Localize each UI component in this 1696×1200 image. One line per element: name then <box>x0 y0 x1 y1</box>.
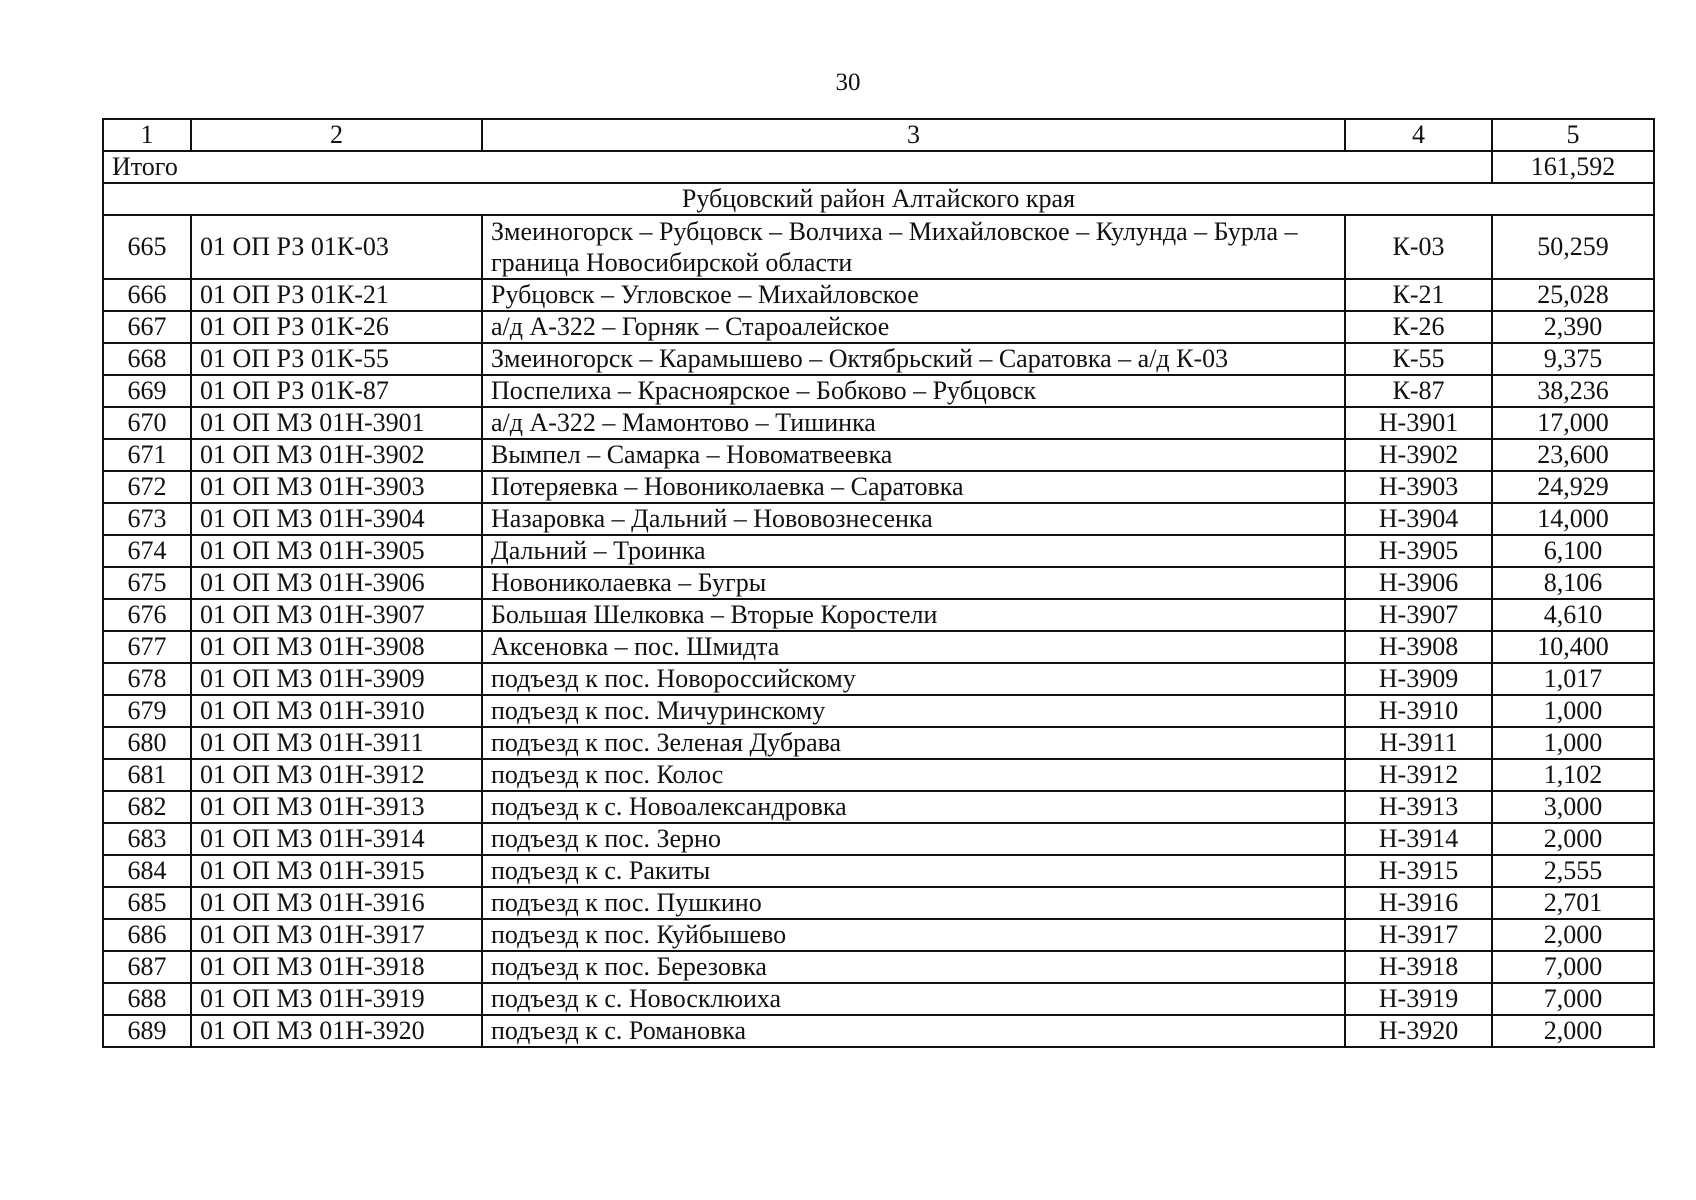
row-number: 673 <box>103 503 191 535</box>
table-row <box>103 695 1654 727</box>
row-number: 669 <box>103 375 191 407</box>
road-length: 7,000 <box>1492 951 1654 983</box>
road-description: подъезд к пос. Мичуринскому <box>482 695 1345 727</box>
road-length: 9,375 <box>1492 343 1654 375</box>
row-number: 685 <box>103 887 191 919</box>
road-length: 23,600 <box>1492 439 1654 471</box>
road-index: Н-3916 <box>1345 887 1492 919</box>
row-number: 674 <box>103 535 191 567</box>
road-code: 01 ОП РЗ 01К-03 <box>191 215 482 279</box>
row-number: 678 <box>103 663 191 695</box>
road-index: К-26 <box>1345 311 1492 343</box>
row-number: 666 <box>103 279 191 311</box>
road-description: Змеиногорск – Рубцовск – Волчиха – Михайловское – Кулунда – Бурла – граница Новосибирской области <box>482 215 1345 279</box>
row-number: 675 <box>103 567 191 599</box>
road-length: 17,000 <box>1492 407 1654 439</box>
road-index: Н-3912 <box>1345 759 1492 791</box>
table-row <box>103 215 1654 279</box>
road-length: 4,610 <box>1492 599 1654 631</box>
row-number: 688 <box>103 983 191 1015</box>
row-number: 687 <box>103 951 191 983</box>
table-row <box>103 503 1654 535</box>
road-code: 01 ОП МЗ 01Н-3912 <box>191 759 482 791</box>
table-row <box>103 791 1654 823</box>
road-description: подъезд к пос. Куйбышево <box>482 919 1345 951</box>
road-index: Н-3901 <box>1345 407 1492 439</box>
section-row <box>103 183 1654 215</box>
road-code: 01 ОП МЗ 01Н-3902 <box>191 439 482 471</box>
road-description: подъезд к пос. Колос <box>482 759 1345 791</box>
road-code: 01 ОП МЗ 01Н-3910 <box>191 695 482 727</box>
road-length: 14,000 <box>1492 503 1654 535</box>
row-number: 683 <box>103 823 191 855</box>
roads-table <box>102 118 1655 1048</box>
column-header-1: 1 <box>103 119 191 151</box>
road-code: 01 ОП РЗ 01К-55 <box>191 343 482 375</box>
road-description: подъезд к пос. Новороссийскому <box>482 663 1345 695</box>
road-index: Н-3905 <box>1345 535 1492 567</box>
road-code: 01 ОП МЗ 01Н-3907 <box>191 599 482 631</box>
road-code: 01 ОП МЗ 01Н-3913 <box>191 791 482 823</box>
road-index: Н-3907 <box>1345 599 1492 631</box>
table-row <box>103 663 1654 695</box>
road-length: 2,000 <box>1492 823 1654 855</box>
table-row <box>103 471 1654 503</box>
road-description: Дальний – Троинка <box>482 535 1345 567</box>
road-description: подъезд к с. Романовка <box>482 1015 1345 1047</box>
road-description: подъезд к пос. Пушкино <box>482 887 1345 919</box>
total-row <box>103 151 1654 183</box>
row-number: 680 <box>103 727 191 759</box>
road-length: 38,236 <box>1492 375 1654 407</box>
road-code: 01 ОП МЗ 01Н-3905 <box>191 535 482 567</box>
road-description: подъезд к с. Ракиты <box>482 855 1345 887</box>
road-description: Аксеновка – пос. Шмидта <box>482 631 1345 663</box>
road-code: 01 ОП МЗ 01Н-3917 <box>191 919 482 951</box>
road-length: 2,555 <box>1492 855 1654 887</box>
road-index: Н-3917 <box>1345 919 1492 951</box>
road-length: 24,929 <box>1492 471 1654 503</box>
road-code: 01 ОП МЗ 01Н-3908 <box>191 631 482 663</box>
road-index: Н-3918 <box>1345 951 1492 983</box>
road-description: Потеряевка – Новониколаевка – Саратовка <box>482 471 1345 503</box>
row-number: 682 <box>103 791 191 823</box>
road-index: Н-3908 <box>1345 631 1492 663</box>
table-row <box>103 375 1654 407</box>
road-code: 01 ОП МЗ 01Н-3915 <box>191 855 482 887</box>
row-number: 677 <box>103 631 191 663</box>
road-index: К-87 <box>1345 375 1492 407</box>
table-row <box>103 599 1654 631</box>
table-row <box>103 279 1654 311</box>
table-row <box>103 887 1654 919</box>
road-code: 01 ОП МЗ 01Н-3911 <box>191 727 482 759</box>
total-value: 161,592 <box>1492 151 1654 183</box>
road-code: 01 ОП РЗ 01К-21 <box>191 279 482 311</box>
road-index: Н-3909 <box>1345 663 1492 695</box>
road-description: Назаровка – Дальний – Нововознесенка <box>482 503 1345 535</box>
row-number: 684 <box>103 855 191 887</box>
road-length: 8,106 <box>1492 567 1654 599</box>
road-index: Н-3920 <box>1345 1015 1492 1047</box>
road-description: Новониколаевка – Бугры <box>482 567 1345 599</box>
column-header-5: 5 <box>1492 119 1654 151</box>
road-description: подъезд к пос. Зеленая Дубрава <box>482 727 1345 759</box>
road-code: 01 ОП МЗ 01Н-3918 <box>191 951 482 983</box>
road-code: 01 ОП РЗ 01К-26 <box>191 311 482 343</box>
road-description: подъезд к с. Новосклюиха <box>482 983 1345 1015</box>
road-length: 7,000 <box>1492 983 1654 1015</box>
table-row <box>103 919 1654 951</box>
road-code: 01 ОП МЗ 01Н-3916 <box>191 887 482 919</box>
road-length: 25,028 <box>1492 279 1654 311</box>
table-row <box>103 983 1654 1015</box>
road-description: Большая Шелковка – Вторые Коростели <box>482 599 1345 631</box>
column-header-2: 2 <box>191 119 482 151</box>
row-number: 689 <box>103 1015 191 1047</box>
road-length: 2,390 <box>1492 311 1654 343</box>
road-description: подъезд к пос. Зерно <box>482 823 1345 855</box>
road-code: 01 ОП МЗ 01Н-3914 <box>191 823 482 855</box>
page-number: 30 <box>835 69 861 96</box>
road-length: 2,000 <box>1492 919 1654 951</box>
road-length: 50,259 <box>1492 215 1654 279</box>
row-number: 686 <box>103 919 191 951</box>
header-row <box>103 119 1654 151</box>
table-row <box>103 759 1654 791</box>
column-header-4: 4 <box>1345 119 1492 151</box>
road-description: а/д А-322 – Мамонтово – Тишинка <box>482 407 1345 439</box>
road-index: Н-3903 <box>1345 471 1492 503</box>
table-row <box>103 855 1654 887</box>
row-number: 676 <box>103 599 191 631</box>
table-row <box>103 439 1654 471</box>
table-row <box>103 1015 1654 1047</box>
road-index: Н-3906 <box>1345 567 1492 599</box>
table-row <box>103 567 1654 599</box>
road-code: 01 ОП МЗ 01Н-3901 <box>191 407 482 439</box>
road-code: 01 ОП МЗ 01Н-3903 <box>191 471 482 503</box>
road-code: 01 ОП МЗ 01Н-3920 <box>191 1015 482 1047</box>
row-number: 679 <box>103 695 191 727</box>
road-index: К-03 <box>1345 215 1492 279</box>
row-number: 671 <box>103 439 191 471</box>
road-length: 2,000 <box>1492 1015 1654 1047</box>
row-number: 665 <box>103 215 191 279</box>
road-index: Н-3913 <box>1345 791 1492 823</box>
road-description: подъезд к пос. Березовка <box>482 951 1345 983</box>
road-index: Н-3919 <box>1345 983 1492 1015</box>
road-code: 01 ОП МЗ 01Н-3919 <box>191 983 482 1015</box>
table-row <box>103 407 1654 439</box>
road-length: 1,000 <box>1492 695 1654 727</box>
road-length: 1,000 <box>1492 727 1654 759</box>
table-row <box>103 631 1654 663</box>
road-description: Рубцовск – Угловское – Михайловское <box>482 279 1345 311</box>
table-row <box>103 535 1654 567</box>
road-description: Змеиногорск – Карамышево – Октябрьский – Саратовка – а/д К-03 <box>482 343 1345 375</box>
table-row <box>103 951 1654 983</box>
row-number: 668 <box>103 343 191 375</box>
road-code: 01 ОП МЗ 01Н-3906 <box>191 567 482 599</box>
road-code: 01 ОП РЗ 01К-87 <box>191 375 482 407</box>
road-length: 3,000 <box>1492 791 1654 823</box>
road-index: Н-3904 <box>1345 503 1492 535</box>
row-number: 670 <box>103 407 191 439</box>
table-row <box>103 727 1654 759</box>
total-label: Итого <box>103 151 1492 183</box>
road-description: а/д А-322 – Горняк – Староалейское <box>482 311 1345 343</box>
table-row <box>103 343 1654 375</box>
road-description: Поспелиха – Красноярское – Бобково – Рубцовск <box>482 375 1345 407</box>
row-number: 672 <box>103 471 191 503</box>
table-row <box>103 823 1654 855</box>
road-length: 6,100 <box>1492 535 1654 567</box>
section-title: Рубцовский район Алтайского края <box>103 183 1654 215</box>
column-header-3: 3 <box>482 119 1345 151</box>
road-index: К-21 <box>1345 279 1492 311</box>
road-index: Н-3910 <box>1345 695 1492 727</box>
road-index: Н-3914 <box>1345 823 1492 855</box>
table-row <box>103 311 1654 343</box>
road-description: подъезд к с. Новоалександровка <box>482 791 1345 823</box>
road-index: Н-3911 <box>1345 727 1492 759</box>
road-index: Н-3902 <box>1345 439 1492 471</box>
row-number: 681 <box>103 759 191 791</box>
road-length: 2,701 <box>1492 887 1654 919</box>
road-code: 01 ОП МЗ 01Н-3904 <box>191 503 482 535</box>
road-index: К-55 <box>1345 343 1492 375</box>
road-length: 10,400 <box>1492 631 1654 663</box>
road-length: 1,102 <box>1492 759 1654 791</box>
road-length: 1,017 <box>1492 663 1654 695</box>
road-description: Вымпел – Самарка – Новоматвеевка <box>482 439 1345 471</box>
row-number: 667 <box>103 311 191 343</box>
road-code: 01 ОП МЗ 01Н-3909 <box>191 663 482 695</box>
road-index: Н-3915 <box>1345 855 1492 887</box>
